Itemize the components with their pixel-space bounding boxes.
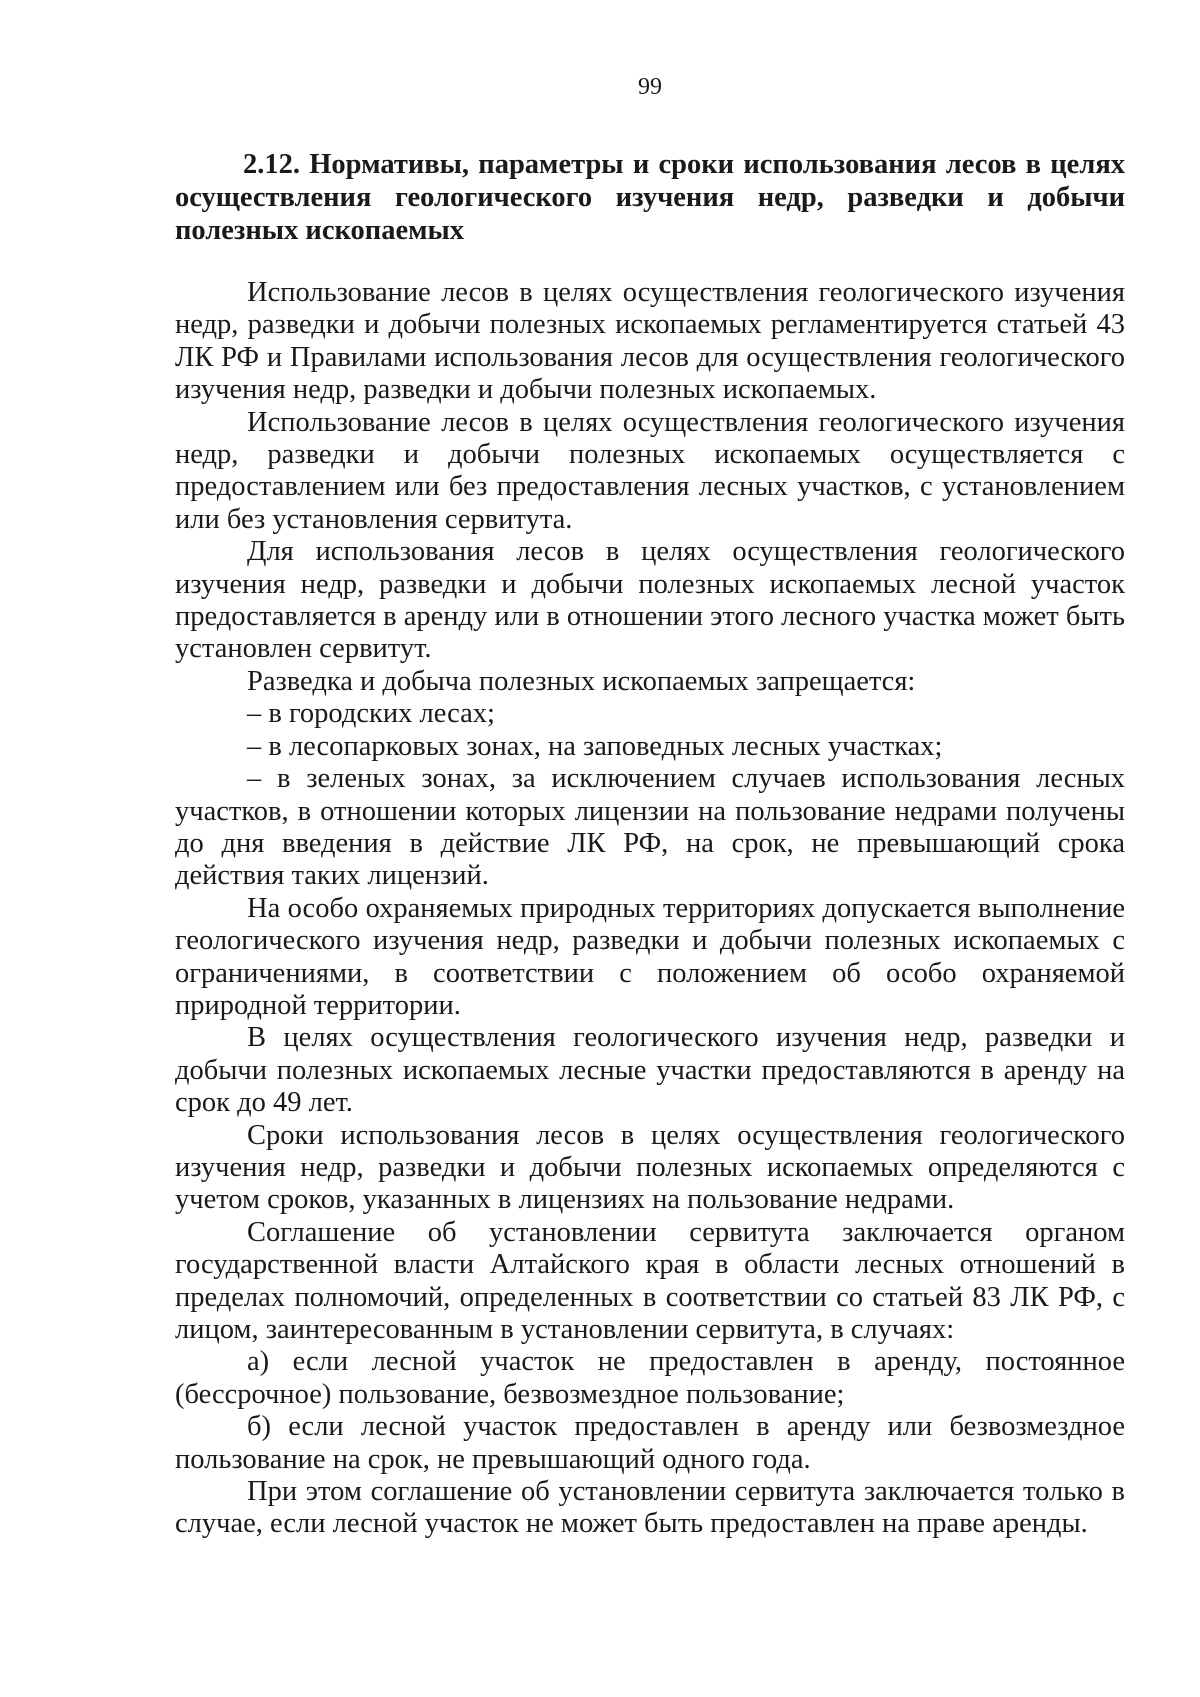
paragraph: Для использования лесов в целях осуществления геологического изучения недр, разведки и добычи полезных ископаемых лесной участок предоставляется в аренду или в отношении этого лесного участка может быть установлен сервитут. <box>175 536 1125 665</box>
list-item: б) если лесной участок предоставлен в аренду или безвозмездное пользование на срок, не превышающий одного года. <box>175 1411 1125 1475</box>
list-item: – в лесопарковых зонах, на заповедных лесных участках; <box>247 730 943 762</box>
paragraph: Сроки использования лесов в целях осуществления геологического изучения недр, разведки и добычи полезных ископаемых определяются с учетом сроков, указанных в лицензиях на пользование недрами. <box>175 1119 1125 1216</box>
paragraph: Использование лесов в целях осуществления геологического изучения недр, разведки и добычи полезных ископаемых регламентируется статьей 43 ЛК РФ и Правилами использования лесов для осуществления геологического изучения недр, разведки и добычи полезных ископаемых. <box>175 277 1125 406</box>
paragraph: Разведка и добыча полезных ископаемых запрещается: <box>247 665 916 697</box>
document-body <box>175 277 1125 1541</box>
section-heading: 2.12. Нормативы, параметры и сроки использования лесов в целях осуществления геологического изучения недр, разведки и добычи полезных ископаемых <box>175 149 1125 246</box>
paragraph: Соглашение об установлении сервитута заключается органом государственной власти Алтайского края в области лесных отношений в пределах полномочий, определенных в соответствии со статьей 83 ЛК РФ, с лицом, заинтересованным в установлении сервитута, в случаях: <box>175 1216 1125 1345</box>
paragraph: При этом соглашение об установлении сервитута заключается только в случае, если лесной участок не может быть предоставлен на праве аренды. <box>175 1476 1125 1540</box>
list-item: – в зеленых зонах, за исключением случаев использования лесных участков, в отношении которых лицензии на пользование недрами получены до дня введения в действие ЛК РФ, на срок, не превышающий срока действия таких лицензий. <box>175 763 1125 892</box>
paragraph: На особо охраняемых природных территориях допускается выполнение геологического изучения недр, разведки и добычи полезных ископаемых с ограничениями, в соответствии с положением об особо охраняемой природной территории. <box>175 892 1125 1021</box>
paragraph: В целях осуществления геологического изучения недр, разведки и добычи полезных ископаемых лесные участки предоставляются в аренду на срок до 49 лет. <box>175 1022 1125 1119</box>
list-item: – в городских лесах; <box>247 698 495 730</box>
list-item: а) если лесной участок не предоставлен в аренду, постоянное (бессрочное) пользование, безвозмездное пользование; <box>175 1346 1125 1410</box>
paragraph: Использование лесов в целях осуществления геологического изучения недр, разведки и добычи полезных ископаемых осуществляется с предоставлением или без предоставления лесных участков, с установлением или без установления сервитута. <box>175 406 1125 535</box>
page-number: 99 <box>638 74 662 100</box>
